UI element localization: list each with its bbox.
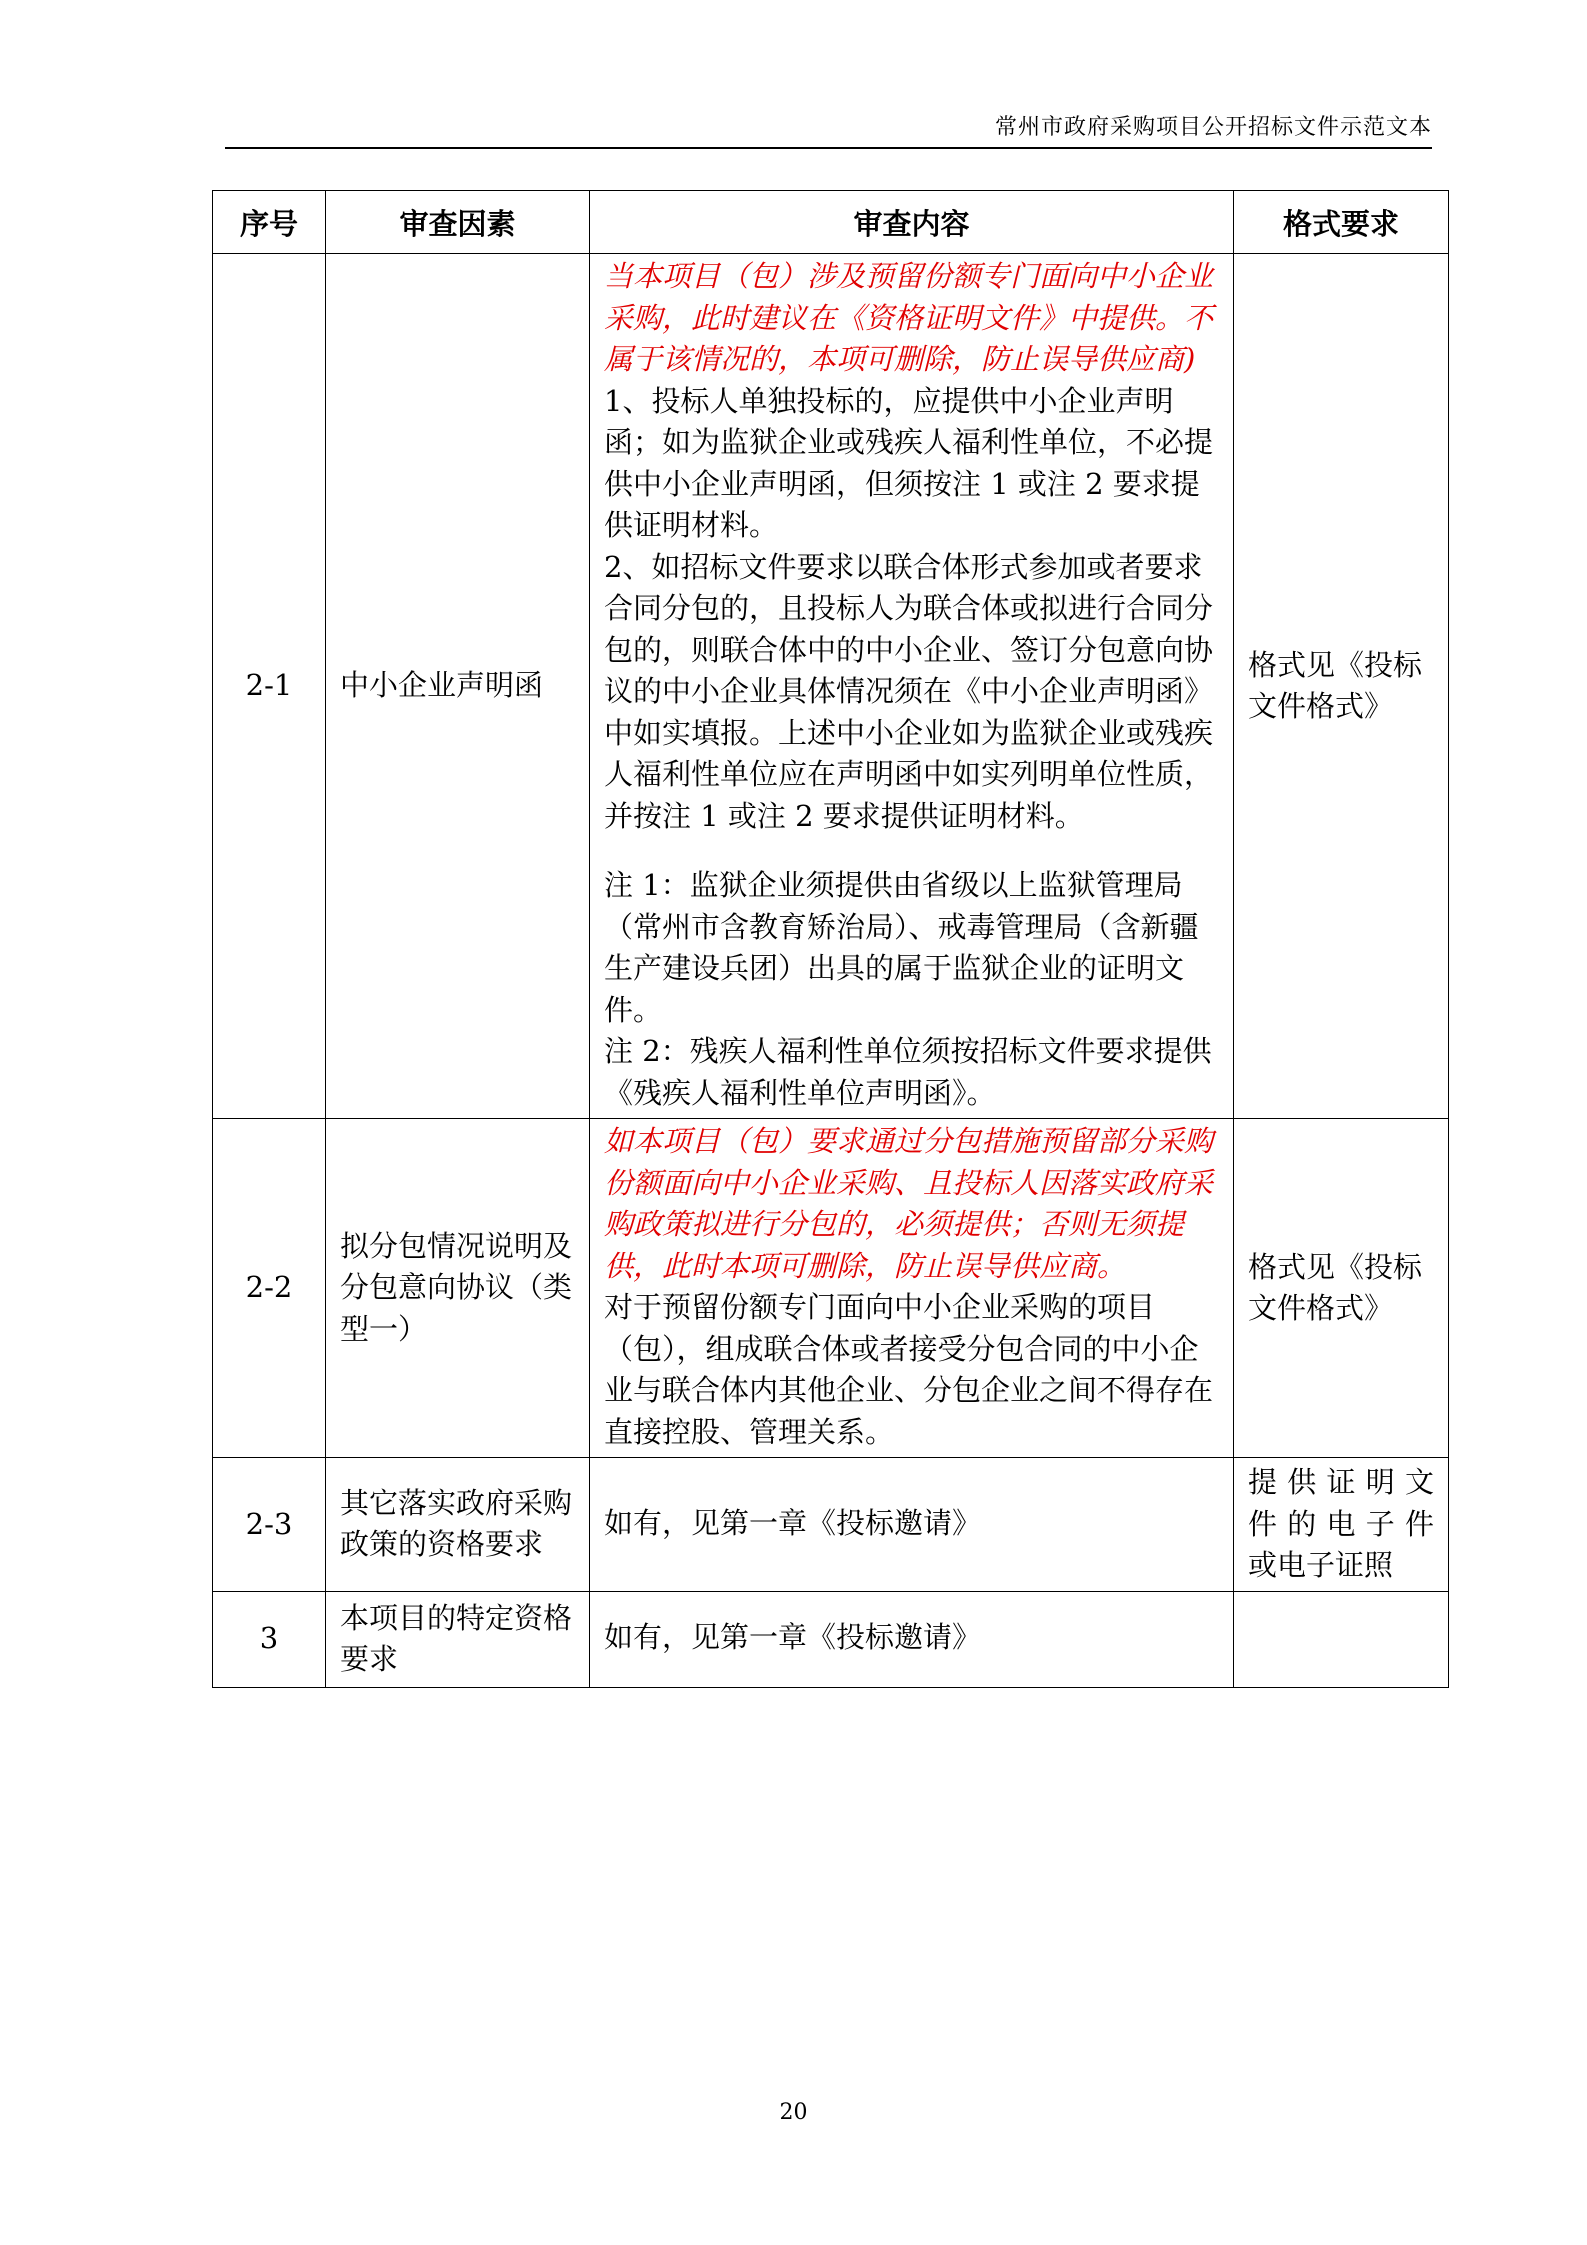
red-note: 如本项目（包）要求通过分包措施预留部分采购份额面向中小企业采购、且投标人因落实政府采购政策拟进行分包的，必须提供；否则无须提供，此时本项可删除，防止误导供应商。: [604, 1124, 1214, 1283]
row-factor: 中小企业声明函: [326, 254, 590, 1119]
header-content: 审查内容: [590, 191, 1234, 254]
red-note: 当本项目（包）涉及预留份额专门面向中小企业采购，此时建议在《资格证明文件》中提供。不属于该情况的，本项可删除，防止误导供应商): [604, 259, 1214, 376]
row-format: [1234, 1591, 1449, 1687]
row-no: 2-1: [213, 254, 326, 1119]
content-item-1: 1、投标人单独投标的，应提供中小企业声明函；如为监狱企业或残疾人福利性单位，不必提供中小企业声明函，但须按注 1 或注 2 要求提供证明材料。: [604, 383, 1214, 542]
content-spacer: [604, 837, 1219, 865]
row-format: 格式见《投标文件格式》: [1234, 254, 1449, 1119]
row-no: 2-2: [213, 1119, 326, 1458]
header-format: 格式要求: [1234, 191, 1449, 254]
format-line: 或电子证照: [1248, 1548, 1394, 1582]
review-table: [212, 190, 1449, 1688]
header-rule: [225, 147, 1432, 149]
header-factor: 审查因素: [326, 191, 590, 254]
row-content: [590, 1119, 1234, 1458]
note-1: 注 1：监狱企业须提供由省级以上监狱管理局（常州市含教育矫治局）、戒毒管理局（含新疆生产建设兵团）出具的属于监狱企业的证明文件。: [604, 868, 1199, 1027]
content-item-2: 2、如招标文件要求以联合体形式参加或者要求合同分包的，且投标人为联合体或拟进行合同分包的，则联合体中的中小企业、签订分包意向协议的中小企业具体情况须在《中小企业声明函》中如实填报。上述中小企业如为监狱企业或残疾人福利性单位应在声明函中如实列明单位性质，并按注 1 或注 2 要求提供证明材料。: [604, 549, 1214, 833]
header-no: 序号: [213, 191, 326, 254]
row-content: 如有，见第一章《投标邀请》: [590, 1458, 1234, 1592]
row-factor: 本项目的特定资格要求: [326, 1591, 590, 1687]
row-no: 2-3: [213, 1458, 326, 1592]
table-row: [213, 1458, 1449, 1592]
table-row: [213, 254, 1449, 1119]
page-number: 20: [779, 2100, 808, 2125]
row-format: [1234, 1458, 1449, 1592]
table-row: [213, 1591, 1449, 1687]
format-line: 件的电子件: [1248, 1506, 1434, 1541]
content-item-1: 对于预留份额专门面向中小企业采购的项目（包），组成联合体或者接受分包合同的中小企业与联合体内其他企业、分包企业之间不得存在直接控股、管理关系。: [604, 1290, 1214, 1449]
row-format: 格式见《投标文件格式》: [1234, 1119, 1449, 1458]
row-factor: 拟分包情况说明及分包意向协议（类型一）: [326, 1119, 590, 1458]
row-content: 如有，见第一章《投标邀请》: [590, 1591, 1234, 1687]
row-no: 3: [213, 1591, 326, 1687]
table-header-row: [213, 191, 1449, 254]
note-2: 注 2：残疾人福利性单位须按招标文件要求提供《残疾人福利性单位声明函》。: [604, 1034, 1212, 1110]
row-content: [590, 254, 1234, 1119]
format-line: 提供证明文: [1248, 1465, 1434, 1499]
row-factor: 其它落实政府采购政策的资格要求: [326, 1458, 590, 1592]
header-title: 常州市政府采购项目公开招标文件示范文本: [994, 115, 1432, 140]
table-row: [213, 1119, 1449, 1458]
